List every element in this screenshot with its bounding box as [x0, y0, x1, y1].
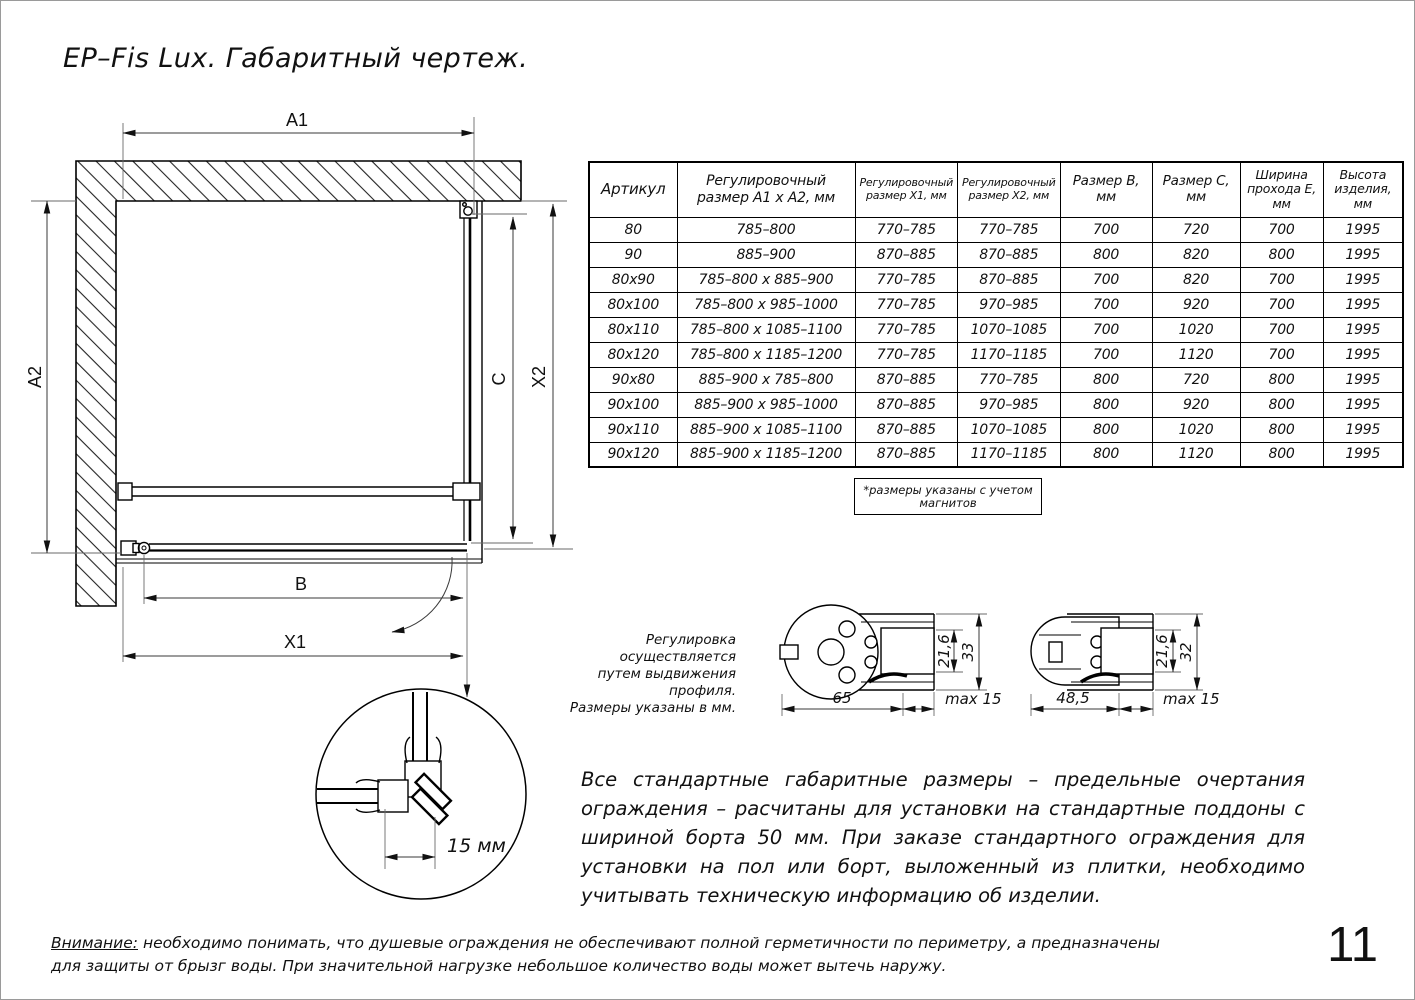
table-cell: 1070–1085: [958, 417, 1061, 442]
table-cell: 885–900: [677, 242, 855, 267]
door-swing-arc: [392, 557, 452, 632]
table-row: [589, 217, 1403, 242]
table-cell: 1170–1185: [958, 342, 1061, 367]
table-cell: 920: [1152, 292, 1240, 317]
table-cell: 80х100: [589, 292, 677, 317]
table-cell: 1995: [1323, 267, 1403, 292]
table-cell: 800: [1240, 367, 1323, 392]
warning-note: [51, 932, 1191, 978]
table-row: [589, 267, 1403, 292]
wall: [76, 161, 521, 606]
p2-max-label: max 15: [1163, 690, 1220, 708]
adjustment-note: [551, 632, 736, 717]
table-cell: 1070–1085: [958, 317, 1061, 342]
table-cell: 785–800 х 1185–1200: [677, 342, 855, 367]
support-bar: [118, 483, 480, 500]
adjustment-note-line: Размеры указаны в мм.: [569, 700, 736, 716]
table-cell: 800: [1240, 417, 1323, 442]
table-cell: 80х110: [589, 317, 677, 342]
dim-label-a2: A2: [25, 365, 45, 389]
table-cell: 90х110: [589, 417, 677, 442]
table-cell: 885–900 х 785–800: [677, 367, 855, 392]
table-cell: 90: [589, 242, 677, 267]
table-cell: 1995: [1323, 442, 1403, 467]
dim-label-c: C: [489, 372, 509, 386]
column-header: Регулировочный размер Х2, мм: [958, 162, 1061, 217]
table-row: [589, 417, 1403, 442]
info-paragraph: Все стандартные габаритные размеры – предельные очертания ограждения – расчитаны для установки на стандартные поддоны с шириной борта 50 мм. При заказе стандартного ограждения для установки на пол или борт, выложенный из плитки, необходимо учитывать техническую информацию об изделии.: [581, 768, 1305, 907]
table-cell: 870–885: [855, 242, 958, 267]
table-cell: 785–800 х 885–900: [677, 267, 855, 292]
table-cell: 800: [1060, 367, 1152, 392]
table-cell: 80: [589, 217, 677, 242]
table-row: [589, 367, 1403, 392]
table-cell: 700: [1060, 317, 1152, 342]
table-cell: 770–785: [855, 267, 958, 292]
table-cell: 970–985: [958, 292, 1061, 317]
column-header: Ширина прохода Е, мм: [1240, 162, 1323, 217]
table-cell: 1995: [1323, 292, 1403, 317]
table-cell: 700: [1060, 267, 1152, 292]
table-cell: 970–985: [958, 392, 1061, 417]
table-cell: 1995: [1323, 367, 1403, 392]
column-header: Регулировочный размер А1 х А2, мм: [677, 162, 855, 217]
page-number: 11: [1327, 918, 1378, 972]
warning-text-line2: для защиты от брызг воды. При значительной нагрузке небольшое количество воды может вытечь наружу.: [51, 957, 947, 975]
dim-label-x1: X1: [283, 632, 307, 652]
door-panel: [121, 541, 467, 555]
table-cell: 700: [1060, 292, 1152, 317]
table-cell: 770–785: [958, 367, 1061, 392]
table-cell: 800: [1240, 242, 1323, 267]
p2-inner-height-label: 21,6: [1153, 634, 1171, 668]
dim-label-a1: A1: [285, 110, 309, 130]
page-title: EP–Fis Lux. Габаритный чертеж.: [63, 43, 529, 74]
table-cell: 785–800 х 985–1000: [677, 292, 855, 317]
table-cell: 1020: [1152, 317, 1240, 342]
table-cell: 770–785: [855, 217, 958, 242]
table-cell: 820: [1152, 267, 1240, 292]
table-cell: 885–900 х 1185–1200: [677, 442, 855, 467]
table-cell: 720: [1152, 217, 1240, 242]
table-cell: 1020: [1152, 417, 1240, 442]
p2-width-label: 48,5: [1056, 689, 1090, 707]
table-cell: 870–885: [958, 267, 1061, 292]
table-row: [589, 392, 1403, 417]
p2-outer-height-label: 32: [1177, 642, 1195, 662]
table-cell: 920: [1152, 392, 1240, 417]
table-cell: 770–785: [855, 292, 958, 317]
table-cell: 1170–1185: [958, 442, 1061, 467]
warning-label: Внимание:: [51, 934, 138, 952]
dim-b: [144, 555, 463, 604]
p1-width-label: 65: [832, 689, 852, 707]
table-row: [589, 292, 1403, 317]
column-header: Артикул: [589, 162, 677, 217]
table-cell: 700: [1060, 217, 1152, 242]
table-cell: 870–885: [855, 417, 958, 442]
table-cell: 770–785: [958, 217, 1061, 242]
table-cell: 1995: [1323, 417, 1403, 442]
table-cell: 870–885: [855, 392, 958, 417]
table-cell: 820: [1152, 242, 1240, 267]
column-header: Размер В, мм: [1060, 162, 1152, 217]
table-header-row: [589, 162, 1403, 217]
table-cell: 800: [1240, 392, 1323, 417]
table-cell: 90х80: [589, 367, 677, 392]
table-cell: 800: [1240, 442, 1323, 467]
table-row: [589, 342, 1403, 367]
p1-outer-height-label: 33: [959, 642, 977, 662]
table-cell: 80х120: [589, 342, 677, 367]
size-table: [588, 161, 1404, 468]
table-cell: 800: [1060, 417, 1152, 442]
table-cell: 700: [1240, 342, 1323, 367]
table-cell: 1120: [1152, 442, 1240, 467]
table-cell: 800: [1060, 242, 1152, 267]
table-cell: 785–800 х 1085–1100: [677, 317, 855, 342]
table-cell: 1995: [1323, 317, 1403, 342]
table-cell: 700: [1240, 292, 1323, 317]
table-cell: 700: [1240, 317, 1323, 342]
table-cell: 870–885: [958, 242, 1061, 267]
p1-max-label: max 15: [945, 690, 1002, 708]
profile-section-1: [780, 605, 1002, 716]
corner-detail: [316, 689, 526, 899]
table-cell: 885–900 х 985–1000: [677, 392, 855, 417]
adjustment-note-line: путем выдвижения профиля.: [597, 666, 736, 699]
dim-label-b: B: [294, 574, 308, 594]
profile-section-2: [1031, 614, 1220, 716]
table-footnote: *размеры указаны с учетом магнитов: [854, 478, 1042, 515]
table-cell: 800: [1060, 392, 1152, 417]
table-cell: 770–785: [855, 342, 958, 367]
warning-text-line1: необходимо понимать, что душевые ограждения не обеспечивают полной герметичности по периметру, а предназначены: [143, 934, 1161, 952]
table-row: [589, 317, 1403, 342]
table-cell: 785–800: [677, 217, 855, 242]
table-cell: 1995: [1323, 242, 1403, 267]
adjustment-note-line: Регулировка осуществляется: [619, 632, 736, 665]
table-cell: 870–885: [855, 442, 958, 467]
table-cell: 90х120: [589, 442, 677, 467]
table-cell: 700: [1240, 217, 1323, 242]
table-cell: 90х100: [589, 392, 677, 417]
plan-drawing: [25, 110, 573, 662]
table-cell: 1995: [1323, 217, 1403, 242]
table-cell: 770–785: [855, 317, 958, 342]
table-row: [589, 442, 1403, 467]
table-cell: 1120: [1152, 342, 1240, 367]
table-cell: 885–900 х 1085–1100: [677, 417, 855, 442]
table-cell: 800: [1060, 442, 1152, 467]
table-cell: 1995: [1323, 342, 1403, 367]
dim-label-x2: X2: [529, 365, 549, 389]
detail-dim-label: 15 мм: [447, 835, 506, 857]
table-row: [589, 242, 1403, 267]
table-cell: 80х90: [589, 267, 677, 292]
dim-x1: [123, 567, 463, 662]
table-cell: 700: [1060, 342, 1152, 367]
column-header: Размер С, мм: [1152, 162, 1240, 217]
table-cell: 1995: [1323, 392, 1403, 417]
table-cell: 700: [1240, 267, 1323, 292]
p1-inner-height-label: 21,6: [935, 634, 953, 668]
column-header: Высота изделия, мм: [1323, 162, 1403, 217]
column-header: Регулировочный размер Х1, мм: [855, 162, 958, 217]
table-cell: 720: [1152, 367, 1240, 392]
table-cell: 870–885: [855, 367, 958, 392]
